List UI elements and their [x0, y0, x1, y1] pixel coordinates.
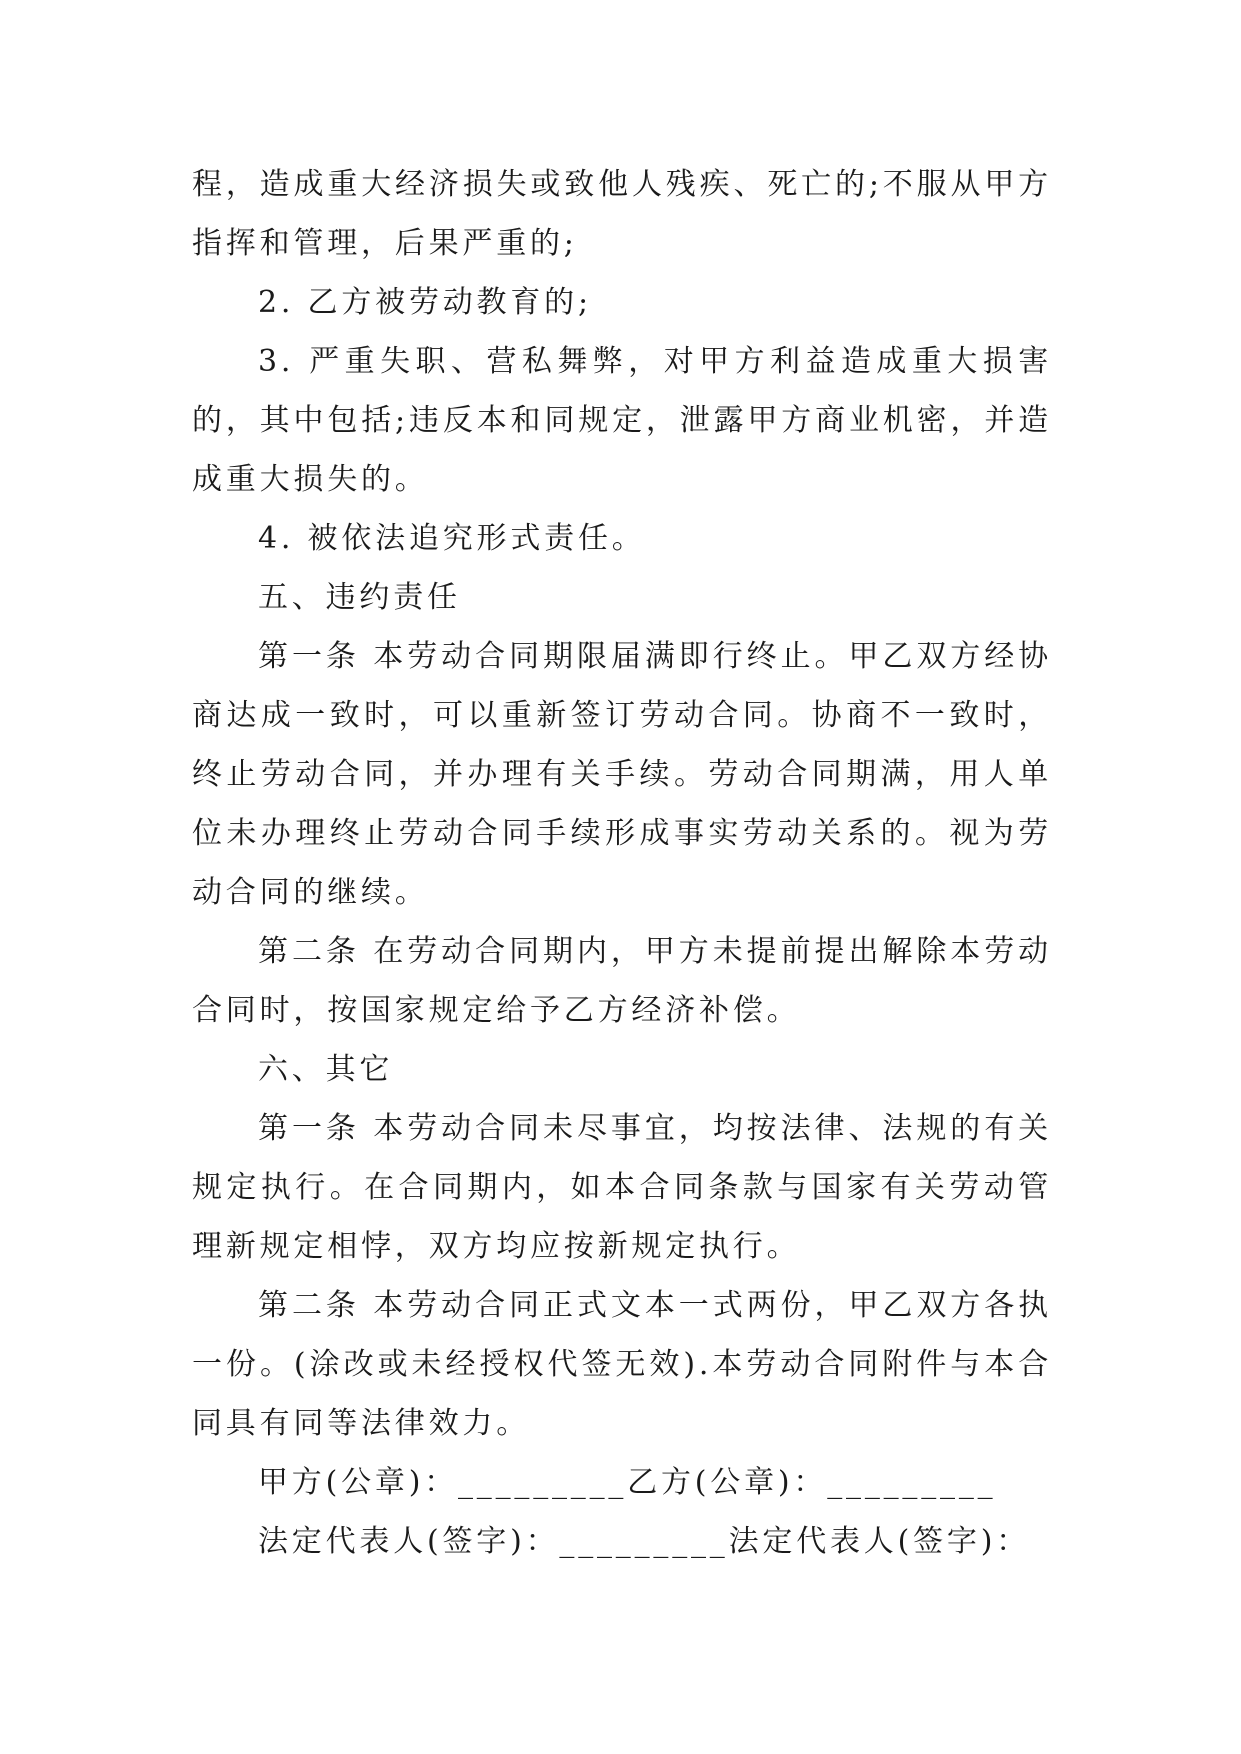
document-page: [192, 155, 1052, 1571]
clause-item-2: 2. 乙方被劳动教育的;: [258, 285, 592, 320]
signature-line-seal: 甲方(公章)：_________乙方(公章)：_________: [258, 1465, 997, 1500]
article-2-compensation: 第二条 在劳动合同期内，甲方未提前提出解除本劳动合同时，按国家规定给予乙方经济补偿。: [192, 934, 1052, 1028]
article-2-copies: 第二条 本劳动合同正式文本一式两份，甲乙双方各执一份。(涂改或未经授权代签无效).本劳动合同附件与本合同具有同等法律效力。: [192, 1288, 1052, 1441]
clause-item-3: 3. 严重失职、营私舞弊，对甲方利益造成重大损害的，其中包括;违反本和同规定，泄露甲方商业机密，并造成重大损失的。: [192, 344, 1052, 497]
signature-line-representative: 法定代表人(签字)：_________法定代表人(签字)：: [258, 1524, 1031, 1559]
section-heading-liability: 五、违约责任: [258, 580, 461, 615]
body-paragraph: 程，造成重大经济损失或致他人残疾、死亡的;不服从甲方指挥和管理，后果严重的;: [192, 167, 1052, 261]
clause-item-4: 4. 被依法追究形式责任。: [258, 521, 646, 556]
article-1-termination: 第一条 本劳动合同期限届满即行终止。甲乙双方经协商达成一致时，可以重新签订劳动合同。协商不一致时，终止劳动合同，并办理有关手续。劳动合同期满，用人单位未办理终止劳动合同手续形成事实劳动关系的。视为劳动合同的继续。: [192, 639, 1052, 910]
article-1-unspecified-matters: 第一条 本劳动合同未尽事宜，均按法律、法规的有关规定执行。在合同期内，如本合同条款与国家有关劳动管理新规定相悖，双方均应按新规定执行。: [192, 1111, 1052, 1264]
section-heading-other: 六、其它: [258, 1052, 394, 1087]
